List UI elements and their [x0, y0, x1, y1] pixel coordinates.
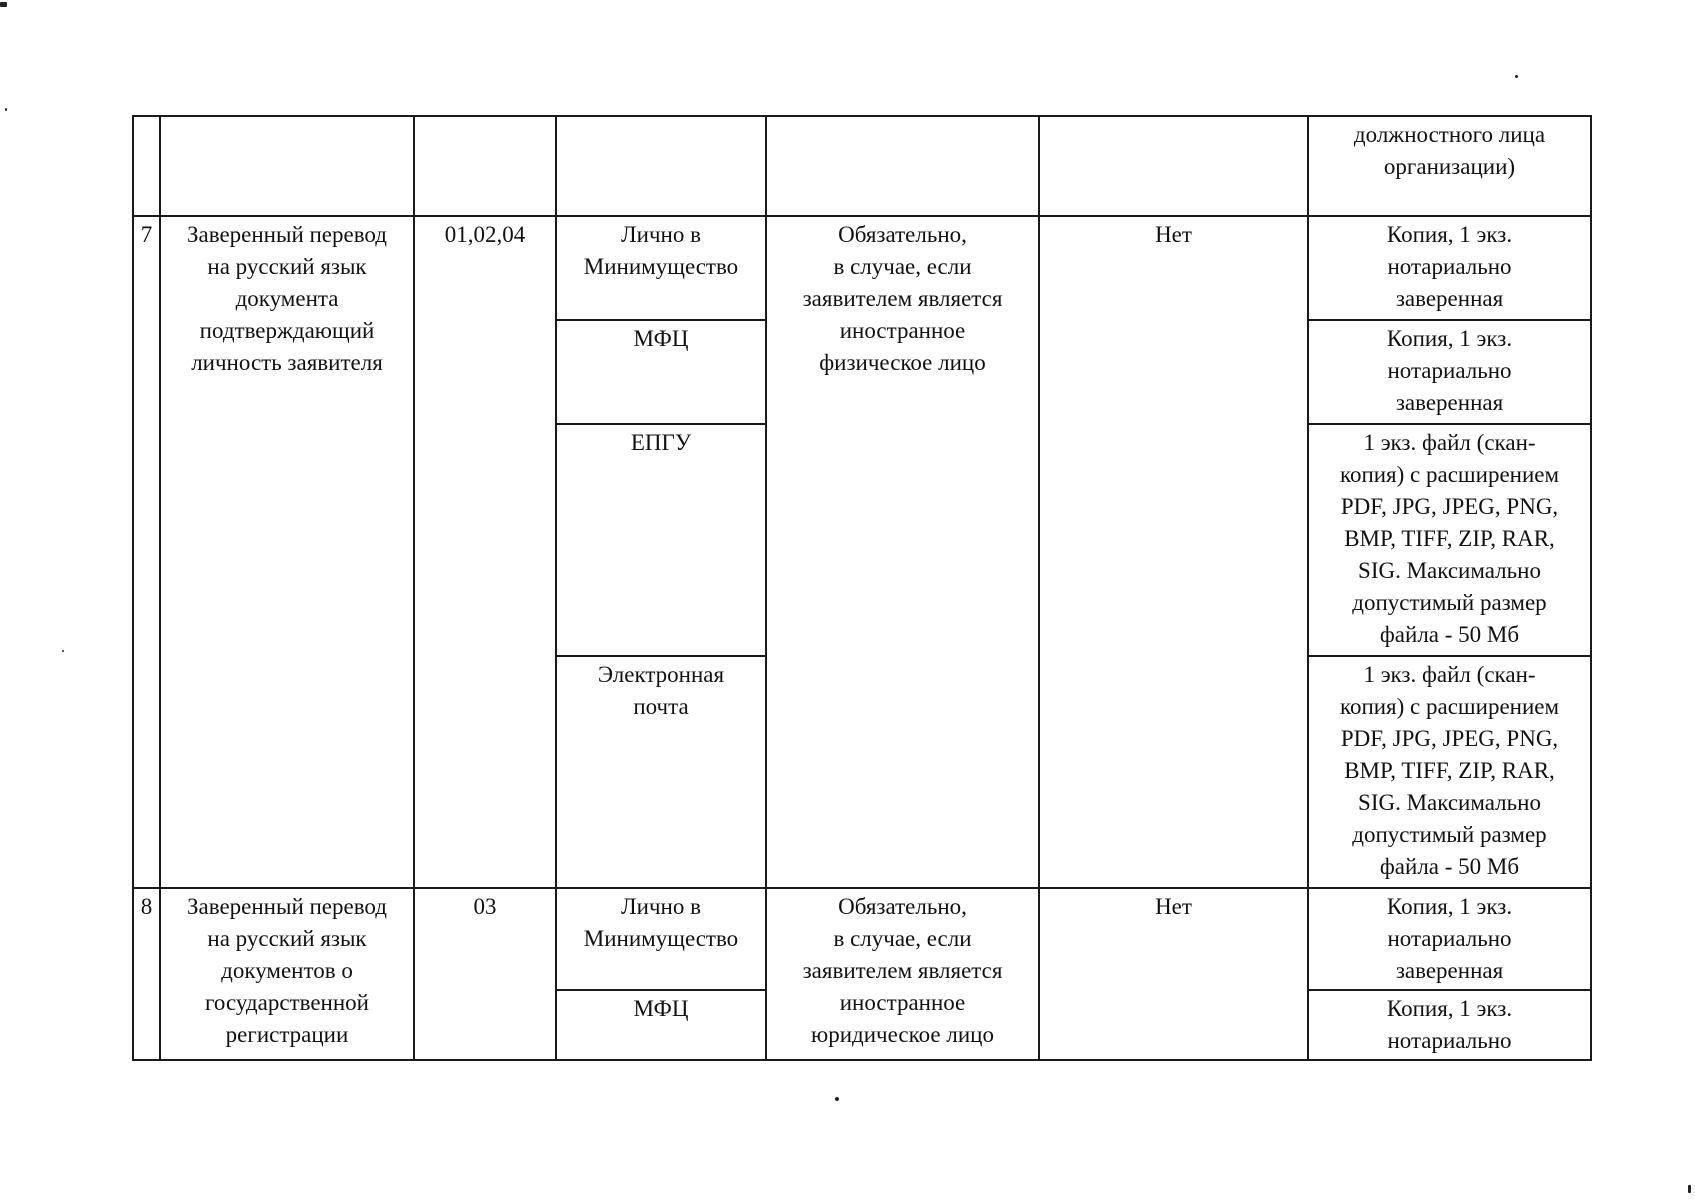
table-row-8: [133, 888, 1591, 990]
document-name: Заверенный перевод на русский язык документов о государственной регистрации: [160, 888, 414, 1060]
category-codes: 03: [414, 888, 556, 1060]
document-format: 1 экз. файл (скан- копия) с расширением PDF, JPG, JPEG, PNG, BMP, TIFF, ZIP, RAR, SIG. Максимально допустимый размер файла - 50 Мб: [1308, 656, 1591, 888]
row-number: 8: [133, 888, 160, 1060]
document-name: Заверенный перевод на русский язык документа подтверждающий личность заявителя: [160, 216, 414, 888]
document-format: Копия, 1 экз. нотариально: [1308, 990, 1591, 1060]
category-codes: 01,02,04: [414, 216, 556, 888]
requirement-condition: Обязательно, в случае, если заявителем является иностранное физическое лицо: [766, 216, 1039, 888]
table-row-7: [133, 216, 1591, 320]
required-flag: Нет: [1039, 888, 1308, 1060]
submission-method: Лично в Минимущество: [556, 216, 766, 320]
scan-speck: [62, 650, 64, 652]
scan-speck: [1688, 1185, 1691, 1193]
cell-name: [160, 116, 414, 216]
required-flag: Нет: [1039, 216, 1308, 888]
scan-speck: [835, 1097, 839, 1101]
documents-table: [132, 115, 1592, 1061]
cell-codes: [414, 116, 556, 216]
submission-method: Электронная почта: [556, 656, 766, 888]
table-row-continuation: [133, 116, 1591, 216]
submission-method: ЕПГУ: [556, 424, 766, 656]
cell-format: должностного лица организации): [1308, 116, 1591, 216]
submission-method: МФЦ: [556, 320, 766, 424]
cell-condition: [766, 116, 1039, 216]
row-number: 7: [133, 216, 160, 888]
document-format: Копия, 1 экз. нотариально заверенная: [1308, 216, 1591, 320]
cell-required: [1039, 116, 1308, 216]
document-format: 1 экз. файл (скан- копия) с расширением PDF, JPG, JPEG, PNG, BMP, TIFF, ZIP, RAR, SIG. Максимально допустимый размер файла - 50 Мб: [1308, 424, 1591, 656]
scan-speck: [1515, 75, 1518, 78]
cell-num: [133, 116, 160, 216]
document-format: Копия, 1 экз. нотариально заверенная: [1308, 888, 1591, 990]
document-format: Копия, 1 экз. нотариально заверенная: [1308, 320, 1591, 424]
submission-method: Лично в Минимущество: [556, 888, 766, 990]
scan-speck: [5, 108, 7, 111]
cell-method: [556, 116, 766, 216]
requirement-condition: Обязательно, в случае, если заявителем является иностранное юридическое лицо: [766, 888, 1039, 1060]
scan-speck: [0, 2, 7, 7]
submission-method: МФЦ: [556, 990, 766, 1060]
